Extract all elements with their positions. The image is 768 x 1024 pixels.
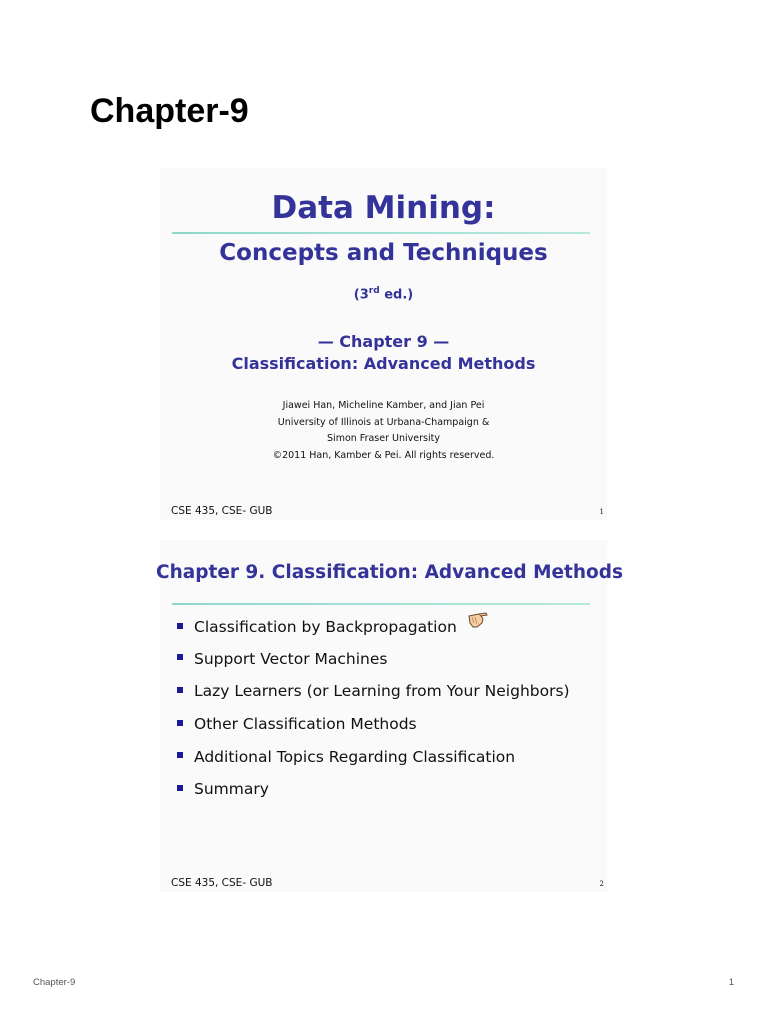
list-item <box>177 679 570 712</box>
slide-2-footer-course: CSE 435, CSE- GUB <box>171 877 273 889</box>
square-bullet-icon <box>177 654 183 660</box>
authors-line: ©2011 Han, Kamber & Pei. All rights reserved. <box>272 449 495 461</box>
square-bullet-icon <box>177 623 183 629</box>
slide-1-chapter-title: Classification: Advanced Methods <box>231 354 536 373</box>
slide-1 <box>160 168 607 520</box>
list-item <box>177 712 570 745</box>
square-bullet-icon <box>177 720 183 726</box>
list-item <box>177 745 570 778</box>
slide-1-footer-number: 1 <box>599 508 604 516</box>
bullet-text: Additional Topics Regarding Classification <box>194 747 516 766</box>
slide-2 <box>156 540 624 892</box>
slide-1-footer-course: CSE 435, CSE- GUB <box>171 505 273 517</box>
page-footer-number: 1 <box>728 977 734 988</box>
square-bullet-icon <box>177 785 183 791</box>
bullet-text: Classification by Backpropagation <box>194 618 457 636</box>
authors-line: Simon Fraser University <box>327 433 440 444</box>
slide-1-subtitle: Concepts and Techniques <box>219 240 548 266</box>
list-item <box>177 614 570 647</box>
bullet-text: Summary <box>194 780 269 799</box>
page-footer-title: Chapter-9 <box>33 977 76 988</box>
square-bullet-icon <box>177 752 183 758</box>
bullet-text: Support Vector Machines <box>194 649 388 668</box>
slide-2-title-rule <box>172 603 590 605</box>
page-heading: Chapter-9 <box>90 92 249 130</box>
slide-2-bullet-list <box>177 614 570 810</box>
square-bullet-icon <box>177 687 183 693</box>
slide-1-title-rule <box>172 232 590 234</box>
pointing-hand-icon <box>467 611 489 638</box>
edition-close: ed.) <box>379 287 414 303</box>
list-item <box>177 647 570 680</box>
slide-1-title: Data Mining: <box>271 190 496 226</box>
slide-1-chapter: — Chapter 9 — <box>317 332 450 351</box>
authors-line: Jiawei Han, Micheline Kamber, and Jian Pei <box>282 400 485 411</box>
bullet-text: Other Classification Methods <box>194 715 417 734</box>
slide-2-title: Chapter 9. Classification: Advanced Methods <box>156 562 624 583</box>
bullet-text: Lazy Learners (or Learning from Your Neighbors) <box>194 682 570 701</box>
authors-line: University of Illinois at Urbana-Champaign & <box>277 416 490 428</box>
slide-2-footer-number: 2 <box>599 880 604 888</box>
list-item <box>177 777 570 810</box>
edition-open: (3 <box>353 287 369 303</box>
slide-1-edition <box>160 286 607 302</box>
edition-superscript: rd <box>368 286 380 296</box>
slide-1-authors <box>160 398 607 464</box>
